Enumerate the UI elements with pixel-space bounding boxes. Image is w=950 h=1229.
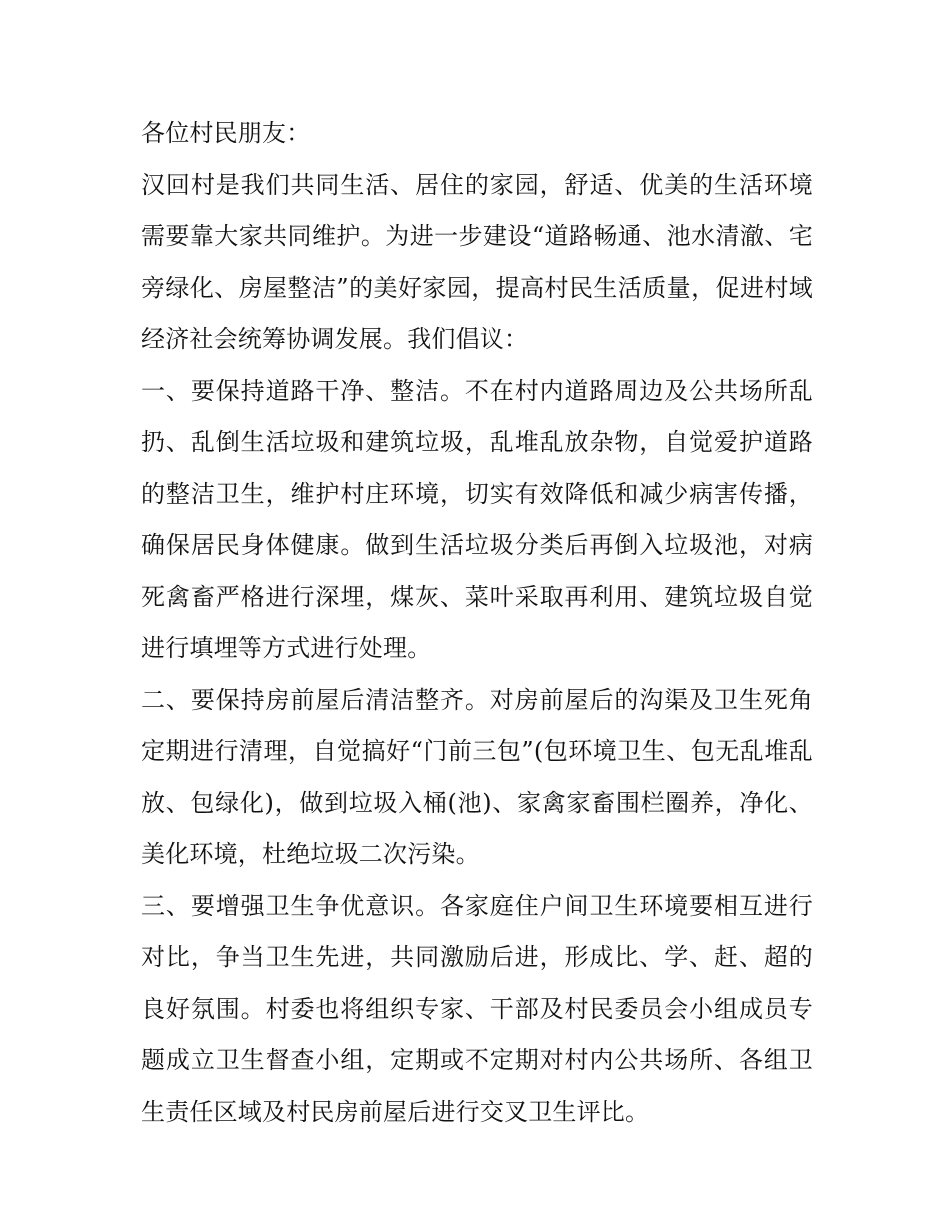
salutation: 各位村民朋友：	[141, 119, 311, 147]
proposal-one-paragraph: 一、要保持道路干净、整洁。不在村内道路周边及公共场所乱扔、乱倒生活垃圾和建筑垃圾，乱堆乱放杂物，自觉爱护道路的整洁卫生，维护村庄环境，切实有效降低和减少病害传播，确保居民身体健康。做到生活垃圾分类后再倒入垃圾池，对病死禽畜严格进行深埋，煤灰、菜叶采取再利用、建筑垃圾自觉进行填埋等方式进行处理。	[141, 376, 813, 662]
proposal-two-paragraph: 二、要保持房前屋后清洁整齐。对房前屋后的沟渠及卫生死角定期进行清理，自觉搞好“门前三包”(包环境卫生、包无乱堆乱放、包绿化)，做到垃圾入桶(池)、家禽家畜围栏圈养，净化、美化环境，杜绝垃圾二次污染。	[141, 685, 813, 868]
proposal-three-paragraph: 三、要增强卫生争优意识。各家庭住户间卫生环境要相互进行对比，争当卫生先进，共同激励后进，形成比、学、赶、超的良好氛围。村委也将组织专家、干部及村民委员会小组成员专题成立卫生督查小组，定期或不定期对村内公共场所、各组卫生责任区域及村民房前屋后进行交叉卫生评比。	[141, 891, 813, 1126]
document-page	[141, 108, 813, 1138]
intro-paragraph: 汉回村是我们共同生活、居住的家园，舒适、优美的生活环境需要靠大家共同维护。为进一步建设“道路畅通、池水清澈、宅旁绿化、房屋整洁”的美好家园，提高村民生活质量，促进村域经济社会统筹协调发展。我们倡议：	[141, 170, 813, 353]
